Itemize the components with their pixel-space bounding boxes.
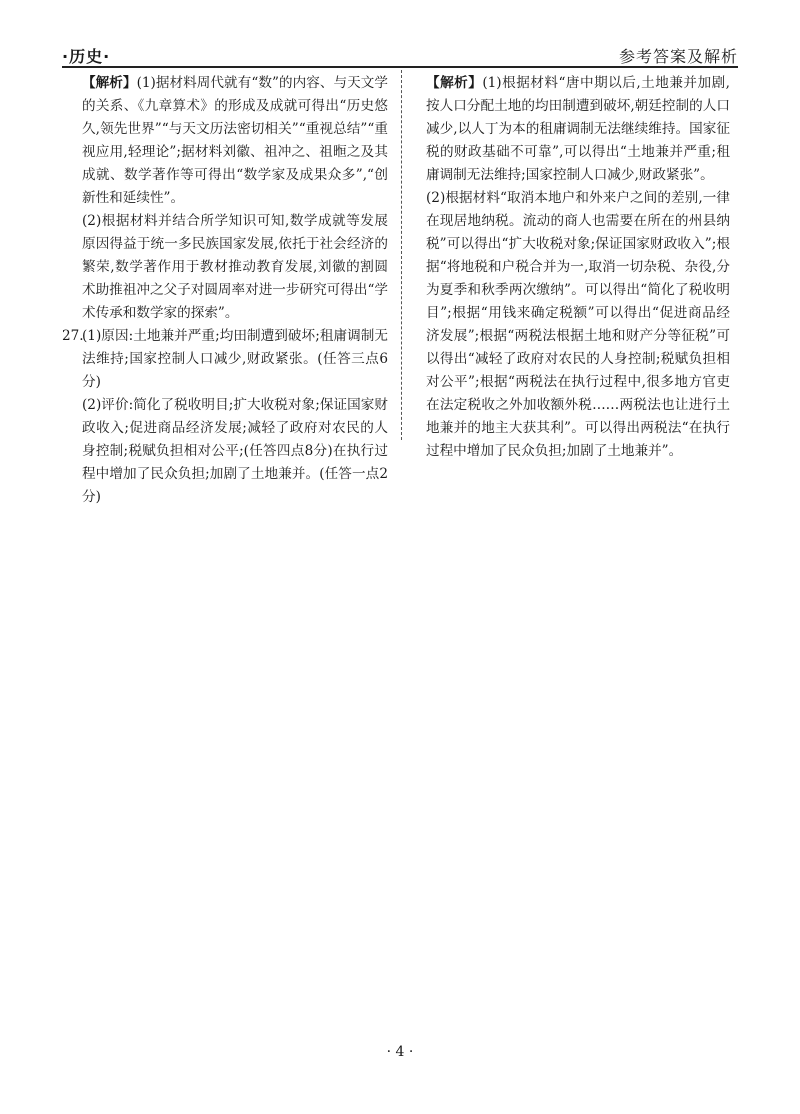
left-analysis-p1 — [82, 72, 388, 210]
page-header — [62, 44, 738, 66]
question-27 — [62, 325, 388, 509]
left-analysis-p1-text: (1)据材料周代就有“数”的内容、与天文学的关系、《九章算术》的形成及成就可得出“历史悠久,领先世界”“与天文历法密切相关”“重视总结”“重视应用,轻理论”;据材料刘徽、祖冲之、祖暅之及其成就、数学著作等可得出“数学家及成果众多”,“创新性和延续性”。 — [82, 75, 389, 206]
question-number: 27. — [62, 328, 84, 344]
header-rule — [62, 66, 738, 68]
section-title: 参考答案及解析 — [618, 47, 738, 66]
analysis-tag: 【解析】 — [82, 75, 137, 91]
column-divider — [401, 70, 402, 440]
right-analysis-p2: (2)根据材料“取消本地户和外来户之间的差别,一律在现居地纳税。流动的商人也需要在所在的州县纳税”可以得出“扩大收税对象;保证国家财政收入”;根据“将地税和户税合并为一,取消一切杂税、杂役,分为夏季和秋季两次缴纳”。可以得出“简化了税收明目”;根据“用钱来确定税额”可以得出“促进商品经济发展”;根据“两税法根据土地和财产分等征税”可以得出“减轻了政府对农民的人身控制;税赋负担相对公平”;根据“两税法在执行过程中,很多地方官吏在法定税收之外加收额外税……两税法也让进行土地兼并的地主大获其利”。可以得出两税法“在执行过程中增加了民众负担;加剧了土地兼并”。 — [426, 190, 730, 459]
page-number: · 4 · — [386, 1044, 414, 1060]
left-column — [62, 72, 389, 509]
right-column — [426, 72, 730, 463]
analysis-tag: 【解析】 — [426, 75, 483, 91]
subject-label: ·历史· — [62, 47, 111, 66]
left-analysis-p2: (2)根据材料并结合所学知识可知,数学成就等发展原因得益于统一多民族国家发展,依托于社会经济的繁荣,数学著作用于教材推动教育发展,刘徽的割圆术助推祖冲之父子对圆周率对进一步研究可得出“学术传承和数学家的探索”。 — [82, 213, 389, 321]
question-27-part2: (2)评价:简化了税收明目;扩大收税对象;保证国家财政收入;促进商品经济发展;减轻了政府对农民的人身控制;税赋负担相对公平;(任答四点8分)在执行过程中增加了民众负担;加剧了土地兼并。(任答一点2分) — [82, 397, 388, 505]
right-analysis-p1-text: (1)根据材料“唐中期以后,土地兼并加剧,按人口分配土地的均田制遭到破坏,朝廷控制的人口减少,以人丁为本的租庸调制无法继续维持。国家征税的财政基础不可靠”,可以得出“土地兼并严重;租庸调制无法维持;国家控制人口减少,财政紧张”。 — [426, 75, 730, 183]
right-analysis-p1 — [426, 72, 730, 187]
question-27-part1: (1)原因:土地兼并严重;均田制遭到破坏;租庸调制无法维持;国家控制人口减少,财政紧张。(任答三点6分) — [82, 328, 388, 390]
